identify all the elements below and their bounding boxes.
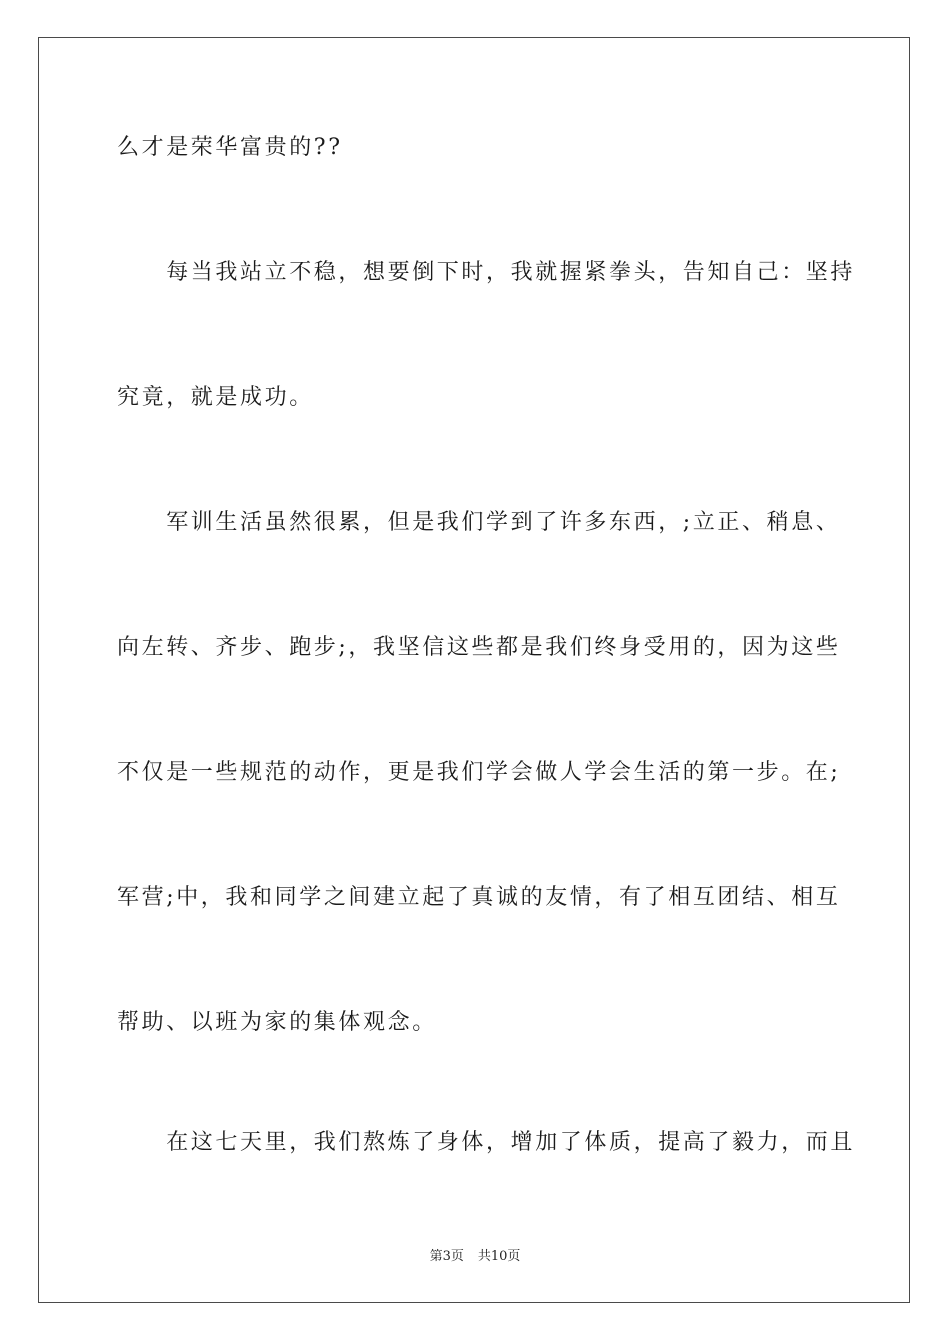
page-total: 共10页 [477,1249,521,1264]
page-number: 第3页 [429,1249,464,1264]
body-line-2: 每当我站立不稳，想要倒下时，我就握紧拳头，告知自己：坚持 [117,260,856,285]
body-line-4: 军训生活虽然很累，但是我们学到了许多东西，;立正、稍息、 [117,510,841,535]
body-line-8: 帮助、以班为家的集体观念。 [117,1010,437,1035]
body-line-1: 么才是荣华富贵的?? [117,135,343,160]
body-line-5: 向左转、齐步、跑步;，我坚信这些都是我们终身受用的，因为这些 [117,635,841,660]
body-line-9: 在这七天里，我们熬炼了身体，增加了体质，提高了毅力，而且 [117,1130,856,1155]
body-line-7: 军营;中，我和同学之间建立起了真诚的友情，有了相互团结、相互 [117,885,841,910]
body-line-6: 不仅是一些规范的动作，更是我们学会做人学会生活的第一步。在; [117,760,841,785]
page-footer [0,1248,950,1266]
body-line-3: 究竟，就是成功。 [117,385,314,410]
page-frame [38,37,910,1303]
